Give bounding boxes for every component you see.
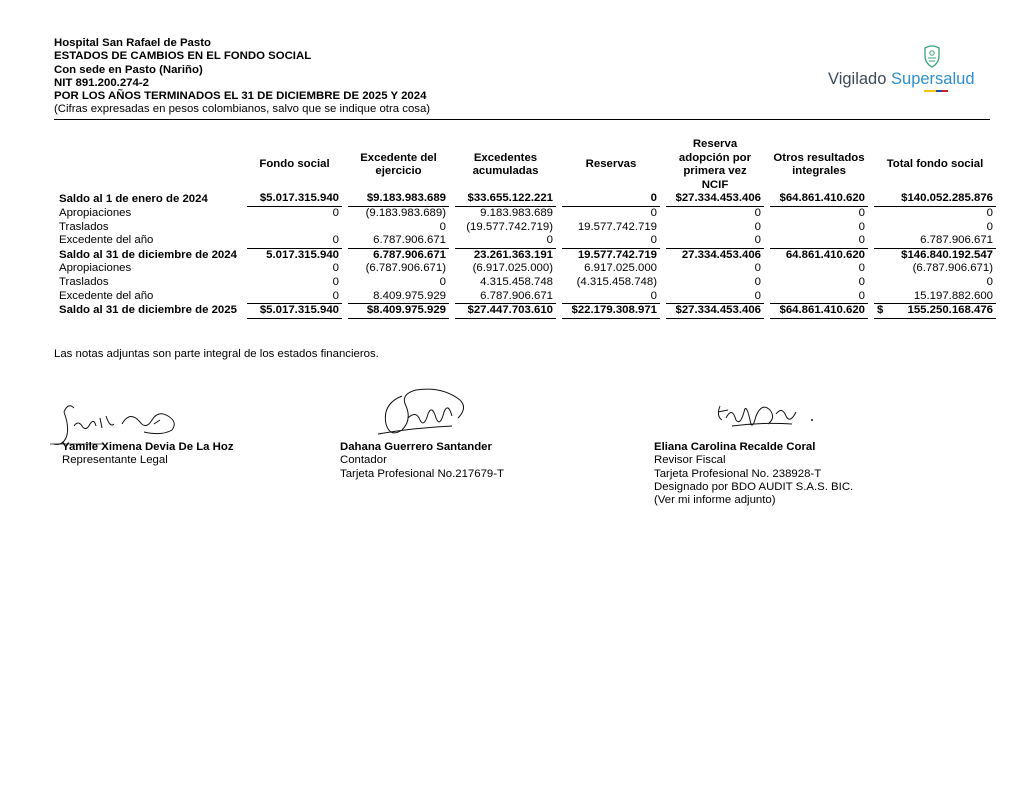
table-cell: (4.315.458.748) bbox=[576, 275, 657, 288]
table-cell: (6.787.906.671) bbox=[365, 262, 446, 275]
table-cell: 0 bbox=[332, 262, 339, 275]
table-cell: $146.840.192.547 bbox=[901, 248, 993, 261]
table-cell: 0 bbox=[986, 220, 993, 233]
table-row bbox=[56, 234, 996, 248]
auditor-signature bbox=[712, 396, 822, 436]
col-header: Reserva adopción por primera vez NCIF bbox=[678, 138, 752, 191]
table-cell: 0 bbox=[455, 234, 556, 248]
table-cell: 4.315.458.748 bbox=[480, 275, 553, 288]
table-cell: (6.917.025.000) bbox=[472, 262, 553, 275]
col-header: Fondo social bbox=[259, 158, 330, 171]
table-cell: 0 bbox=[666, 290, 764, 304]
table-cell: 23.261.363.191 bbox=[473, 248, 553, 261]
table-cell: 0 bbox=[858, 220, 865, 233]
auditor-name: Eliana Carolina Recalde Coral bbox=[654, 441, 816, 453]
table-cell: $33.655.122.221 bbox=[455, 192, 556, 206]
balance-row bbox=[56, 248, 996, 262]
accountant-block bbox=[340, 441, 504, 481]
table-cell: (6.787.906.671) bbox=[912, 262, 993, 275]
report-title: ESTADOS DE CAMBIOS EN EL FONDO SOCIAL bbox=[54, 50, 312, 63]
logo-vigilado: Vigilado bbox=[828, 70, 887, 88]
table-cell: 0 bbox=[754, 220, 761, 233]
table-cell: 0 bbox=[770, 234, 868, 248]
table-cell: 0 bbox=[439, 220, 446, 233]
auditor-report-note: (Ver mi informe adjunto) bbox=[654, 494, 776, 507]
table-cell: $27.447.703.610 bbox=[455, 304, 556, 319]
col-header: Reservas bbox=[585, 158, 637, 171]
table-cell: 19.577.742.719 bbox=[577, 248, 657, 261]
col-header: Excedente del ejercicio bbox=[360, 151, 437, 178]
table-cell: 15.197.882.600 bbox=[874, 290, 996, 304]
auditor-role: Revisor Fiscal bbox=[654, 454, 726, 467]
legal-rep-block bbox=[62, 441, 234, 468]
table-cell: (19.577.742.719) bbox=[466, 220, 553, 233]
notes-statement: Las notas adjuntas son parte integral de los estados financieros. bbox=[54, 348, 379, 360]
row-label: Traslados bbox=[59, 275, 109, 288]
report-nit: NIT 891.200.274-2 bbox=[54, 76, 149, 89]
accountant-role: Contador bbox=[340, 454, 387, 467]
table-cell: $27.334.453.406 bbox=[666, 304, 764, 319]
auditor-license: Tarjeta Profesional No. 238928-T bbox=[654, 467, 822, 480]
report-location: Con sede en Pasto (Nariño) bbox=[54, 63, 203, 76]
table-row bbox=[56, 206, 996, 220]
table-cell: 0 bbox=[247, 290, 342, 304]
col-header: Total fondo social bbox=[886, 158, 984, 171]
col-header: Otros resultados integrales bbox=[773, 151, 865, 178]
table-cell: 0 bbox=[562, 290, 660, 304]
auditor-firm: Designado por BDO AUDIT S.A.S. BIC. bbox=[654, 480, 854, 493]
table-cell bbox=[247, 221, 342, 235]
table-row bbox=[56, 276, 996, 290]
logo-text bbox=[828, 70, 975, 89]
currency-symbol: $ bbox=[877, 304, 884, 317]
table-cell: 9.183.983.689 bbox=[480, 206, 553, 219]
entity-name: Hospital San Rafael de Pasto bbox=[54, 37, 211, 49]
supersalud-logo bbox=[828, 44, 978, 96]
legal-rep-role: Representante Legal bbox=[62, 454, 168, 467]
accountant-name: Dahana Guerrero Santander bbox=[340, 441, 492, 453]
accountant-license: Tarjeta Profesional No.217679-T bbox=[340, 467, 504, 480]
table-cell: $27.334.453.406 bbox=[666, 192, 764, 206]
table-row bbox=[56, 262, 996, 276]
table-cell: 8.409.975.929 bbox=[348, 290, 449, 304]
table-cell: 0 bbox=[666, 234, 764, 248]
logo-supersalud: Supersalud bbox=[891, 70, 975, 88]
report-header bbox=[54, 37, 430, 117]
coat-of-arms-icon bbox=[921, 44, 943, 68]
table-cell: 5.017.315.940 bbox=[266, 248, 339, 261]
table-cell: 0 bbox=[858, 262, 865, 275]
changes-table bbox=[56, 138, 996, 319]
row-label: Apropiaciones bbox=[59, 206, 132, 219]
table-cell: 0 bbox=[986, 206, 993, 219]
header-divider bbox=[54, 119, 990, 120]
report-period: POR LOS AÑOS TERMINADOS EL 31 DE DICIEMBRE DE 2025 Y 2024 bbox=[54, 90, 427, 103]
table-cell: (9.183.983.689) bbox=[365, 206, 446, 219]
table-cell: 6.917.025.000 bbox=[584, 262, 657, 275]
table-cell: 6.787.906.671 bbox=[348, 234, 449, 248]
table-cell: 64.861.410.620 bbox=[785, 248, 865, 261]
table-cell: 0 bbox=[858, 206, 865, 219]
table-cell: 27.334.453.406 bbox=[681, 248, 761, 261]
table-cell: 0 bbox=[332, 275, 339, 288]
table-cell: 0 bbox=[562, 192, 660, 206]
table-cell: 6.787.906.671 bbox=[874, 234, 996, 248]
table-cell: 0 bbox=[562, 234, 660, 248]
total-value: 155.250.168.476 bbox=[907, 304, 993, 317]
accountant-signature bbox=[372, 384, 472, 442]
report-currency-note: (Cifras expresadas en pesos colombianos, salvo que se indique otra cosa) bbox=[54, 103, 431, 116]
row-label: Saldo al 1 de enero de 2024 bbox=[59, 192, 208, 205]
table-row bbox=[56, 221, 996, 235]
flag-stripe bbox=[924, 90, 948, 92]
table-cell: 0 bbox=[247, 234, 342, 248]
table-cell: 0 bbox=[650, 206, 657, 219]
table-cell: 0 bbox=[770, 290, 868, 304]
table-cell: $22.179.308.971 bbox=[562, 304, 660, 319]
table-cell bbox=[874, 304, 996, 319]
table-cell: $64.861.410.620 bbox=[770, 192, 868, 206]
table-cell: $9.183.983.689 bbox=[348, 192, 449, 206]
table-cell: $140.052.285.876 bbox=[874, 192, 996, 206]
row-label: Saldo al 31 de diciembre de 2025 bbox=[59, 304, 237, 317]
table-cell: 0 bbox=[439, 275, 446, 288]
row-label: Excedente del año bbox=[59, 289, 154, 302]
row-label: Apropiaciones bbox=[59, 262, 132, 275]
table-row bbox=[56, 290, 996, 304]
table-cell: 6.787.906.671 bbox=[455, 290, 556, 304]
table-cell: 0 bbox=[754, 275, 761, 288]
table-cell: $8.409.975.929 bbox=[348, 304, 449, 319]
table-cell: $5.017.315.940 bbox=[247, 192, 342, 206]
auditor-block bbox=[654, 441, 853, 507]
col-header: Excedentes acumuladas bbox=[472, 151, 539, 178]
legal-rep-name: Yamile Ximena Devia De La Hoz bbox=[62, 441, 234, 453]
table-header-row bbox=[56, 138, 996, 192]
table-cell: 0 bbox=[986, 275, 993, 288]
row-label: Excedente del año bbox=[59, 234, 154, 247]
row-label: Traslados bbox=[59, 220, 109, 233]
table-cell: 0 bbox=[754, 262, 761, 275]
table-cell: 19.577.742.719 bbox=[577, 220, 657, 233]
row-label: Saldo al 31 de diciembre de 2024 bbox=[59, 248, 237, 261]
table-cell: $5.017.315.940 bbox=[247, 304, 342, 319]
balance-row bbox=[56, 192, 996, 206]
table-cell: 0 bbox=[858, 275, 865, 288]
table-cell: $64.861.410.620 bbox=[770, 304, 868, 319]
table-cell: 0 bbox=[332, 206, 339, 219]
table-cell: 0 bbox=[754, 206, 761, 219]
table-cell: 6.787.906.671 bbox=[373, 248, 446, 261]
balance-row bbox=[56, 304, 996, 319]
